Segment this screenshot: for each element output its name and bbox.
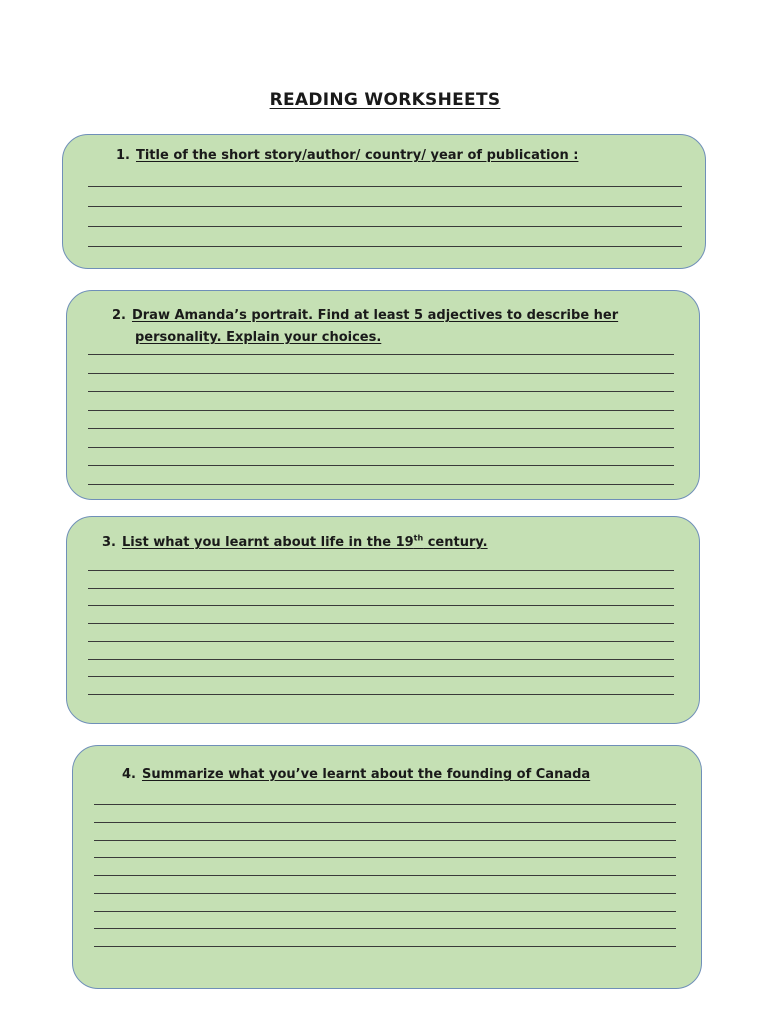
answer-line [88,206,682,207]
answer-line [94,928,676,929]
question-text [122,535,488,550]
answer-line [88,694,674,695]
answer-line [88,641,674,642]
answer-lines-2 [88,354,674,484]
answer-line [88,484,674,485]
answer-line [88,428,674,429]
answer-line [88,226,682,227]
question-number: 3. [102,535,116,550]
answer-line [94,893,676,894]
question-text: Summarize what you’ve learnt about the founding of Canada [141,767,591,782]
question-text-end: century. [423,535,488,550]
answer-lines-4 [94,804,676,946]
answer-line [88,588,674,589]
answer-line [94,822,676,823]
worksheet-title: READING WORKSHEETS [269,90,501,110]
answer-line [88,605,674,606]
question-3 [102,532,662,554]
question-text: Draw Amanda’s portrait. Find at least 5 adjectives to describe her personality. Explain your choices. [131,308,619,345]
answer-line [88,570,674,571]
answer-line [94,875,676,876]
answer-line [94,946,676,947]
question-text-start: List what you learnt about life in the 19 [121,535,414,550]
answer-line [88,373,674,374]
answer-line [88,447,674,448]
answer-line [88,676,674,677]
answer-line [94,857,676,858]
answer-lines-1 [88,186,682,246]
answer-lines-3 [88,570,674,694]
question-number: 4. [122,767,136,782]
answer-line [88,659,674,660]
answer-line [88,465,674,466]
question-2 [112,305,680,349]
question-text: Title of the short story/author/ country/ year of publication : [135,148,579,163]
answer-line [88,186,682,187]
question-number: 1. [116,148,130,163]
question-1 [116,145,676,167]
answer-line [88,410,674,411]
answer-line [88,623,674,624]
answer-line [94,911,676,912]
question-4 [122,764,682,786]
answer-line [88,246,682,247]
answer-line [94,804,676,805]
answer-line [94,840,676,841]
answer-line [88,391,674,392]
question-number: 2. [112,308,126,323]
answer-line [88,354,674,355]
question-text-superscript: th [413,533,424,543]
